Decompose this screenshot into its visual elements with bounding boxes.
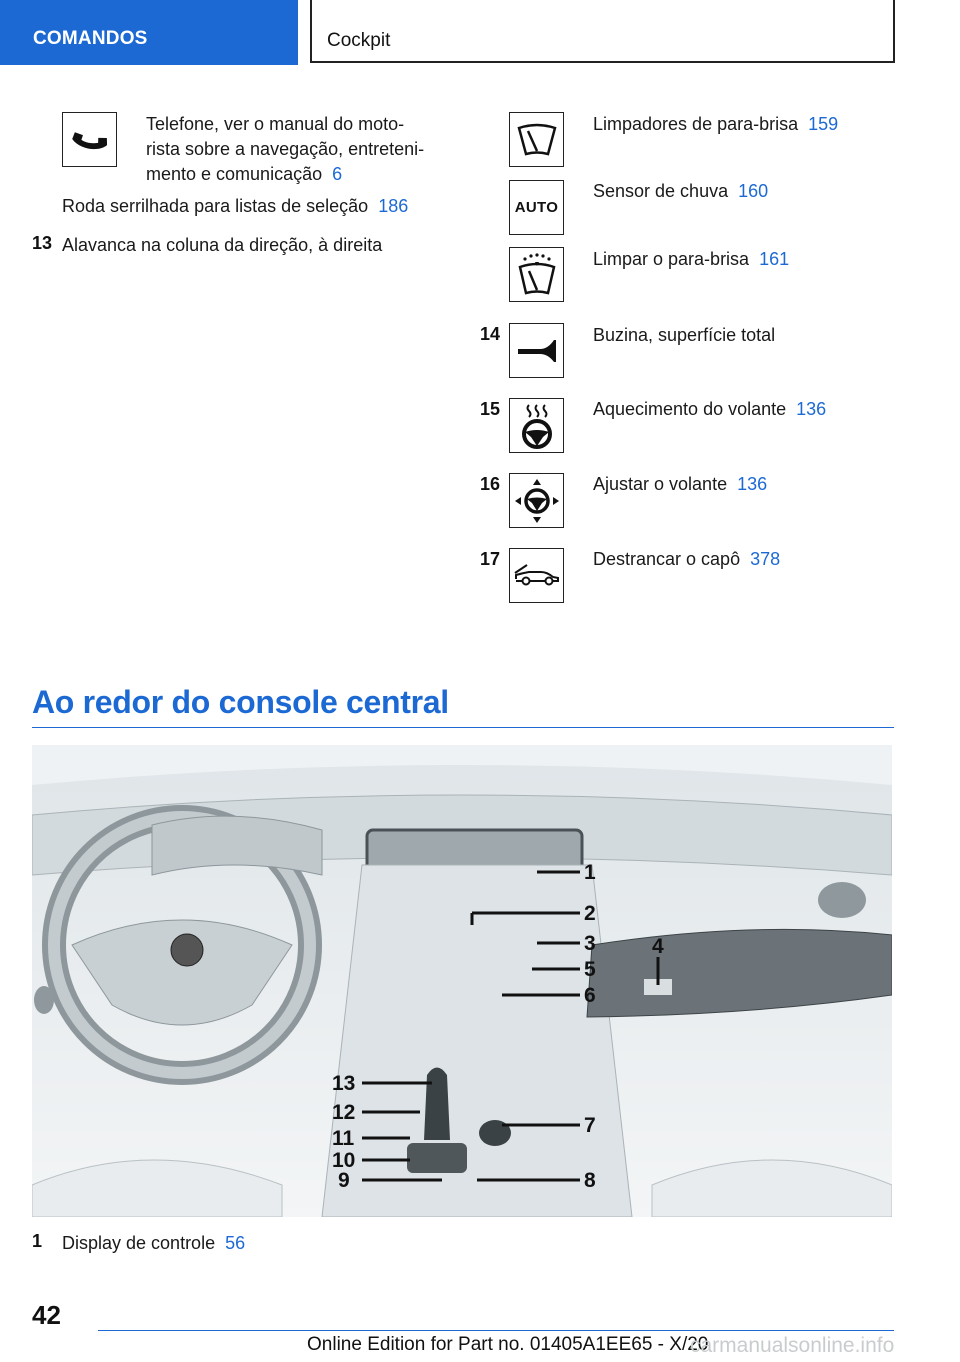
footer-rule (98, 1330, 894, 1331)
page-ref-link[interactable]: 186 (378, 196, 409, 216)
center-console-figure (32, 745, 892, 1217)
steering-adjust-icon (509, 473, 564, 528)
callout-label: 1 (584, 861, 596, 884)
item-number: 15 (480, 399, 501, 419)
page-number: 42 (32, 1300, 61, 1330)
header-title-box (310, 0, 895, 63)
right-row-text: Buzina, superfície total (593, 325, 776, 345)
watermark: carmanualsonline.info (690, 1334, 895, 1357)
page-title: Cockpit (327, 30, 391, 51)
phone-icon (62, 112, 117, 167)
callout-label: 6 (584, 984, 596, 1007)
section-heading: Ao redor do console central (32, 684, 449, 720)
page-ref-link[interactable]: 136 (796, 399, 827, 419)
item-number: 13 (32, 233, 53, 253)
callout-label: 13 (332, 1072, 356, 1095)
right-row-text: Sensor de chuva 160 (593, 181, 769, 201)
page-ref-link[interactable]: 161 (759, 249, 790, 269)
callout-label: 9 (338, 1169, 350, 1192)
callout-label: 4 (652, 935, 664, 958)
thumbwheel-description: Roda serrilhada para listas de seleção 186 (62, 196, 409, 216)
section-divider (32, 727, 894, 728)
callout-label: 8 (584, 1169, 596, 1192)
item-description: Alavanca na coluna da direção, à direita (62, 235, 383, 255)
right-row-text: Aquecimento do volante 136 (593, 399, 827, 419)
page-ref-link[interactable]: 159 (808, 114, 839, 134)
phone-description: Telefone, ver o manual do moto- rista sobre a navegação, entreteni- mento e comunicação 6 (146, 114, 425, 184)
car-hood-icon (509, 548, 564, 603)
page-ref-link[interactable]: 6 (332, 164, 343, 184)
callout-label: 10 (332, 1149, 356, 1172)
steering-heat-icon (509, 398, 564, 453)
page-ref-link[interactable]: 56 (225, 1233, 246, 1253)
page-ref-link[interactable]: 160 (738, 181, 769, 201)
windshield-wash-icon (509, 247, 564, 302)
callout-label: 7 (584, 1114, 596, 1137)
callout-label: 11 (332, 1127, 355, 1150)
callout-label: 3 (584, 932, 596, 955)
item-number: 16 (480, 474, 501, 494)
right-row-text: Ajustar o volante 136 (593, 474, 768, 494)
section-tab (0, 0, 298, 65)
right-row-text: Limpadores de para-brisa 159 (593, 114, 839, 134)
horn-icon (509, 323, 564, 378)
section-label: COMANDOS (33, 28, 148, 49)
item-number: 17 (480, 549, 501, 569)
right-row-text: Destrancar o capô 378 (593, 549, 781, 569)
page-ref-link[interactable]: 378 (750, 549, 781, 569)
wiper-icon (509, 112, 564, 167)
item-number: 14 (480, 324, 501, 344)
edition-text: Online Edition for Part no. 01405A1EE65 - X/20 (307, 1334, 709, 1355)
auto-rain-sensor-icon: AUTO (509, 180, 564, 235)
callout-label: 2 (584, 902, 596, 925)
legend-number: 1 (32, 1231, 43, 1251)
page-ref-link[interactable]: 136 (737, 474, 768, 494)
callout-label: 12 (332, 1101, 356, 1124)
legend-text: Display de controle 56 (62, 1233, 246, 1253)
callout-label: 5 (584, 958, 596, 981)
right-row-text: Limpar o para-brisa 161 (593, 249, 790, 269)
